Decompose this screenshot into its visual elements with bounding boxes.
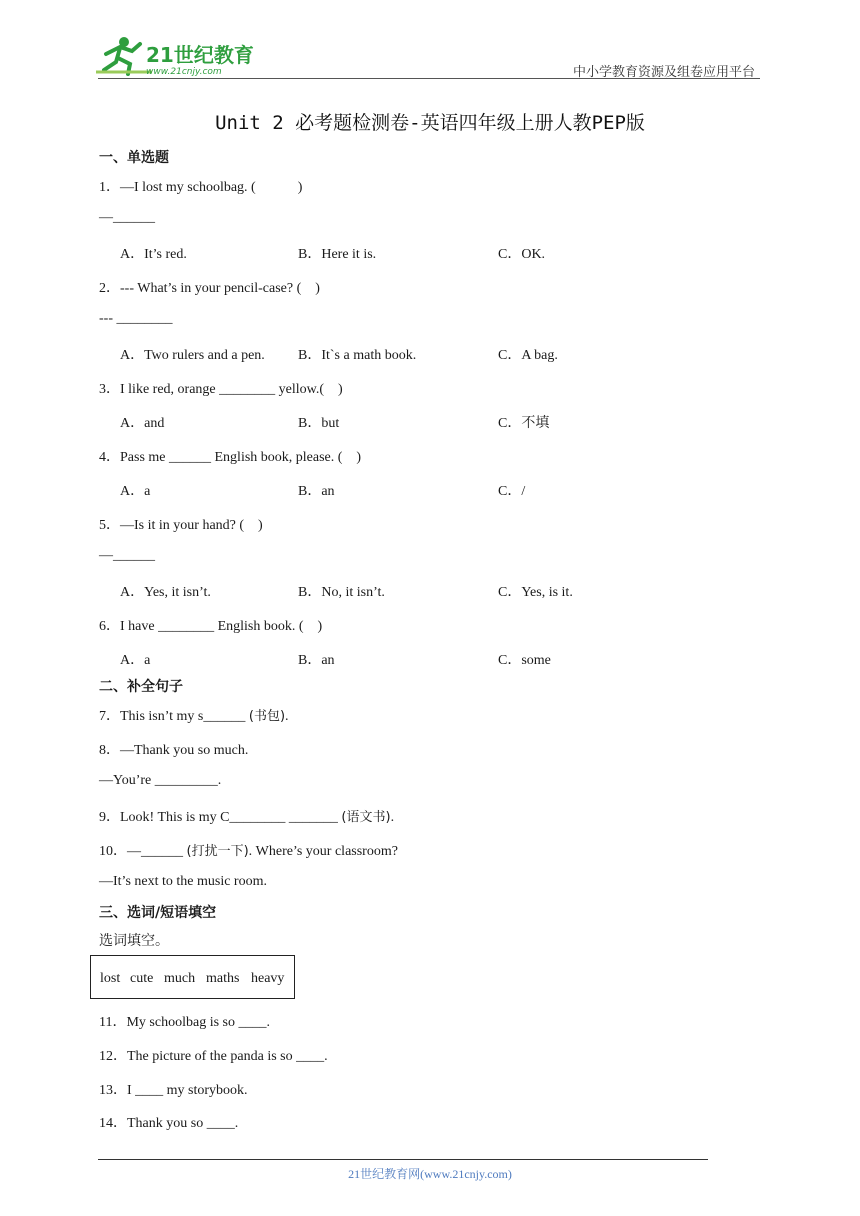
svg-text:www.21cnjy.com: www.21cnjy.com <box>146 67 222 77</box>
word-fill-instruction: 选词填空。 <box>99 933 169 949</box>
q7-text: 7．This isn’t my s______ <box>99 709 249 724</box>
section-heading-word-fill: 三、选词/短语填空 <box>99 905 217 921</box>
q10-hint: (打扰一下) <box>186 844 249 859</box>
footer-link[interactable]: 21世纪教育网(www.21cnjy.com) <box>348 1167 512 1181</box>
platform-tagline: 中小学教育资源及组卷应用平台 <box>572 65 755 80</box>
q3-option-b[interactable]: B．but <box>298 416 340 431</box>
word-bank-item: much <box>164 971 196 986</box>
question-13: 13．I ____ my storybook. <box>99 1083 248 1098</box>
q4-option-c[interactable]: C．/ <box>498 484 526 499</box>
word-bank-box <box>90 955 295 999</box>
q7-hint: (书包) <box>248 709 286 724</box>
svg-text:21世纪教育: 21世纪教育 <box>146 43 254 67</box>
q1-option-b[interactable]: B．Here it is. <box>298 247 377 262</box>
question-3: 3．I like red, orange ________ yellow.( ) <box>99 382 343 397</box>
q9-text: 9．Look! This is my C________ _______ <box>99 810 342 825</box>
q9-end: . <box>390 810 395 825</box>
question-6: 6．I have ________ English book. ( ) <box>99 619 323 634</box>
word-bank-item: heavy <box>251 971 285 986</box>
question-2: 2．--- What’s in your pencil-case? ( ) <box>99 281 320 296</box>
question-8-answer-line: —You’re _________. <box>99 773 222 788</box>
q6-option-b[interactable]: B．an <box>298 653 335 668</box>
q7-end: . <box>285 709 289 724</box>
q3-option-c[interactable]: C．不填 <box>498 416 550 431</box>
question-1-answer-line: —______ <box>99 210 155 225</box>
section-heading-complete-sentences: 二、补全句子 <box>99 679 183 695</box>
word-bank-item: maths <box>206 971 240 986</box>
section-heading-single-choice: 一、单选题 <box>99 150 169 166</box>
header-divider <box>98 78 760 79</box>
question-10-answer-line: —It’s next to the music room. <box>99 874 267 889</box>
q10-text: 10．—______ <box>99 844 187 859</box>
question-9 <box>99 806 394 826</box>
q6-option-c[interactable]: C．some <box>498 653 551 668</box>
site-logo <box>92 34 262 78</box>
question-7 <box>99 705 289 725</box>
question-2-answer-line: --- ________ <box>99 311 173 326</box>
question-8: 8．—Thank you so much. <box>99 743 249 758</box>
question-12: 12．The picture of the panda is so ____. <box>99 1049 328 1064</box>
q1-option-c[interactable]: C．OK. <box>498 247 546 262</box>
q10-end: . Where’s your classroom? <box>248 844 398 859</box>
word-bank-item: lost <box>100 971 121 986</box>
q2-option-c[interactable]: C．A bag. <box>498 348 558 363</box>
q5-option-b[interactable]: B．No, it isn’t. <box>298 585 385 600</box>
question-11: 11．My schoolbag is so ____. <box>99 1015 270 1030</box>
question-5: 5．—Is it in your hand? ( ) <box>99 518 263 533</box>
question-4: 4．Pass me ______ English book, please. ( ) <box>99 450 362 465</box>
word-bank-item: cute <box>130 971 154 986</box>
question-5-answer-line: —______ <box>99 548 155 563</box>
q6-option-a[interactable]: A．a <box>120 653 151 668</box>
q1-option-a[interactable]: A．It’s red. <box>120 247 187 262</box>
q4-option-a[interactable]: A．a <box>120 484 151 499</box>
q5-option-a[interactable]: A．Yes, it isn’t. <box>120 585 211 600</box>
q9-hint: (语文书) <box>341 810 391 825</box>
q2-option-b[interactable]: B．It`s a math book. <box>298 348 417 363</box>
question-1: 1．—I lost my schoolbag. ( ) <box>99 180 303 195</box>
q3-option-a[interactable]: A．and <box>120 416 165 431</box>
footer-divider <box>98 1159 708 1160</box>
q5-option-c[interactable]: C．Yes, is it. <box>498 585 573 600</box>
q2-option-a[interactable]: A．Two rulers and a pen. <box>120 348 265 363</box>
question-10 <box>99 840 398 860</box>
page-title: Unit 2 必考题检测卷-英语四年级上册人教PEP版 <box>215 112 645 134</box>
q4-option-b[interactable]: B．an <box>298 484 335 499</box>
question-14: 14．Thank you so ____. <box>99 1116 239 1131</box>
runner-logo-icon <box>92 34 262 78</box>
